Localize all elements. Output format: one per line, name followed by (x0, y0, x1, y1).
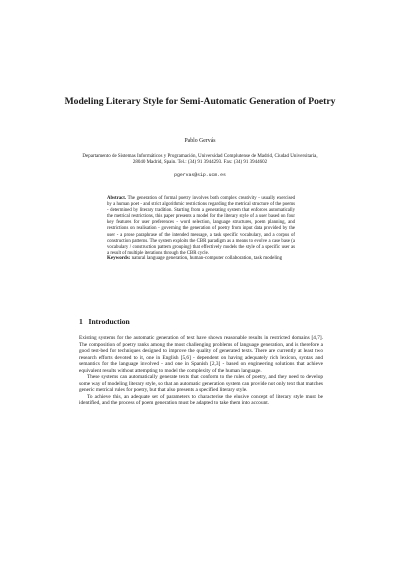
body-text (79, 335, 323, 407)
abstract-label: Abstract. (107, 196, 127, 201)
author-name: Pablo Gervás (184, 138, 216, 144)
author-email: pgervas@sip.ucm.es (174, 173, 226, 178)
body-paragraph: To achieve this, an adequate set of parameters to characterise the elusive concept of literary style must be identified, and the process of poem generation must be adapted to take them into account. (79, 393, 323, 407)
paper-title: Modeling Literary Style for Semi-Automatic Generation of Poetry (64, 96, 336, 107)
section-title: Introduction (88, 317, 130, 326)
body-paragraph: Existing systems for the automatic generation of text have shown reasonable results in restricted domains [4,7]. The composition of poetry ranks among the most challenging problems of language generation, and is therefore a good test-bed for techniques designed to improve the quality of generated texts. There are currently at least two research efforts devoted to it, one in English [5,6] - dependent on having adequately rich lexicon, syntax and semantics for the language involved - and one in Spanish [2,3] - based on engineering solutions that achieve equivalent results without attempting to model the complexity of the human language. (79, 335, 323, 374)
keywords (107, 256, 295, 262)
author-affiliation: Departamento de Sistemas Informáticos y Programación, Universidad Complutense de Madrid, Ciudad Universitaria, 28040 Madrid, Spain. Tel.: (34) 91 3944293. Fax: (34) 91 3944602 (82, 154, 318, 166)
body-paragraph: These systems can automatically generate texts that conform to the rules of poetry, and they need to develop some way of modeling literary style, so that an automatic generation system can provide not only text that matches generic metrical rules for poetry, but that also presents a specified literary style. (79, 374, 323, 394)
abstract-text: The generation of formal poetry involves both complex creativity - usually exercised by a human poet - and strict algorithmic restrictions regarding the metrical structure of the poems - determined by literary tradition. Starting from a generating system that enforces automatically the metrical restrictions, this paper presents a model for the literary style of a user based on four key features for user preferences - word selection, language structures, poem planning, and restrictions on realisation - governing the generation of poetry from input data provided by the user - a prose paraphrase of the intended message, a task specific vocabulary, and a corpus of construction patterns. The system exploits the CBR paradigm as a means to evolve a case base (a vocabulary / construction pattern grouping) that effectively models the style of a specific user as a result of multiple iterations through the CBR cycle. (107, 196, 295, 256)
keywords-label: Keywords: (107, 256, 131, 261)
abstract (107, 196, 295, 257)
section-heading (79, 317, 323, 326)
keywords-text: natural language generation, human-computer collaboration, task modeling (131, 256, 283, 261)
section-number: 1 (79, 317, 83, 326)
